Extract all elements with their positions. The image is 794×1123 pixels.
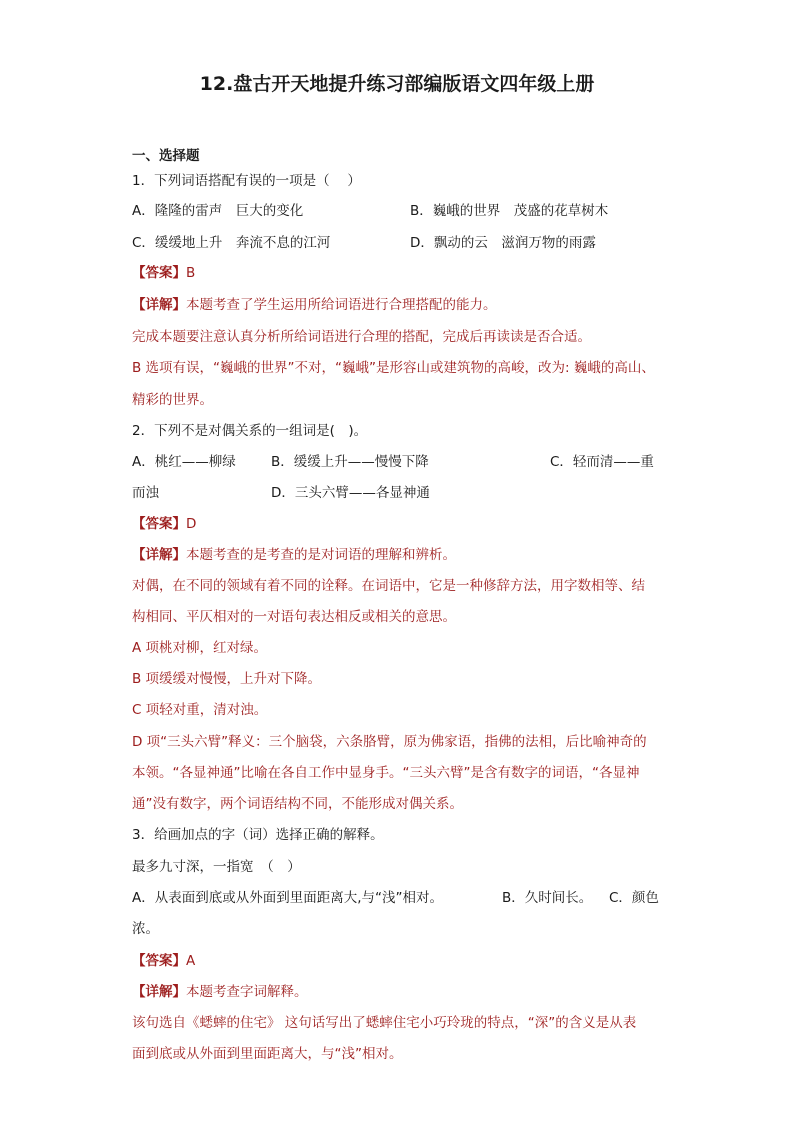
q3-explanation-line: 面到底或从外面到里面距离大，与“浅”相对。 (132, 1046, 403, 1062)
q3-option-b: B．久时间长。 (502, 890, 593, 906)
q2-explanation-line: 通”没有数字，两个词语结构不同，不能形成对偶关系。 (132, 796, 463, 812)
detail-tag: 【详解】 (132, 984, 186, 1000)
q3-option-c-continued: 浓。 (132, 921, 159, 937)
answer-value: D (186, 516, 197, 532)
section-heading: 一、选择题 (132, 148, 200, 164)
q2-explanation-line: A 项桃对柳，红对绿。 (132, 640, 268, 656)
q2-option-b: B．缓缓上升——慢慢下降 (271, 454, 429, 470)
detail-text: 本题考查了学生运用所给词语进行合理搭配的能力。 (186, 297, 497, 313)
answer-tag: 【答案】 (132, 265, 186, 281)
q3-option-c: C．颜色 (609, 890, 659, 906)
question-3-sentence: 最多九寸深，一指宽 （ ） (132, 859, 301, 875)
q2-option-d: D．三头六臂——各显神通 (271, 485, 430, 501)
q1-answer (132, 263, 195, 283)
q1-option-b: B．巍峨的世界 茂盛的花草树木 (410, 203, 609, 219)
q1-detail (132, 295, 497, 315)
q1-explanation-line: 完成本题要注意认真分析所给词语进行合理的搭配，完成后再读读是否合适。 (132, 329, 591, 345)
q2-explanation-line: C 项轻对重，清对浊。 (132, 702, 268, 718)
question-2-stem: 2．下列不是对偶关系的一组词是( )。 (132, 423, 368, 439)
detail-text: 本题考查的是考查的是对词语的理解和辨析。 (186, 547, 456, 563)
question-1-stem: 1．下列词语搭配有误的一项是（ ） (132, 173, 361, 189)
q2-option-c: C．轻而清——重 (550, 454, 654, 470)
q2-option-a: A．桃红——柳绿 (132, 454, 236, 470)
question-3-stem: 3．给画加点的字（词）选择正确的解释。 (132, 827, 384, 843)
q3-option-a: A．从表面到底或从外面到里面距离大,与“浅”相对。 (132, 890, 444, 906)
q1-option-c: C．缓缓地上升 奔流不息的江河 (132, 235, 331, 251)
q2-answer (132, 514, 196, 534)
q2-option-c-continued: 而浊 (132, 485, 159, 501)
detail-tag: 【详解】 (132, 547, 186, 563)
q2-explanation-line: B 项缓缓对慢慢，上升对下降。 (132, 671, 322, 687)
q1-explanation-line: B 选项有误，“巍峨的世界”不对，“巍峨”是形容山或建筑物的高峻，改为: 巍峨的高山、 (132, 360, 655, 376)
answer-value: A (186, 953, 196, 969)
answer-value: B (186, 265, 196, 281)
q3-answer (132, 951, 195, 971)
q2-explanation-line: D 项“三头六臂”释义：三个脑袋，六条胳臂，原为佛家语，指佛的法相，后比喻神奇的 (132, 734, 647, 750)
q2-explanation-line: 对偶，在不同的领域有着不同的诠释。在词语中，它是一种修辞方法，用字数相等、结 (132, 578, 645, 594)
q1-explanation-line: 精彩的世界。 (132, 392, 213, 408)
q2-detail (132, 545, 456, 565)
q1-option-d: D．飘动的云 滋润万物的雨露 (410, 235, 596, 251)
q2-explanation-line: 本领。“各显神通”比喻在各自工作中显身手。“三头六臂”是含有数字的词语，“各显神 (132, 765, 640, 781)
answer-tag: 【答案】 (132, 953, 186, 969)
detail-tag: 【详解】 (132, 297, 186, 313)
q2-explanation-line: 构相同、平仄相对的一对语句表达相反或相关的意思。 (132, 609, 456, 625)
answer-tag: 【答案】 (132, 516, 186, 532)
page-title: 12.盘古开天地提升练习部编版语文四年级上册 (199, 73, 595, 95)
q1-option-a: A．隆隆的雷声 巨大的变化 (132, 203, 304, 219)
q3-detail (132, 982, 308, 1002)
q3-explanation-line: 该句选自《蟋蟀的住宅》 这句话写出了蟋蟀住宅小巧玲珑的特点，“深”的含义是从表 (132, 1015, 637, 1031)
detail-text: 本题考查字词解释。 (186, 984, 308, 1000)
